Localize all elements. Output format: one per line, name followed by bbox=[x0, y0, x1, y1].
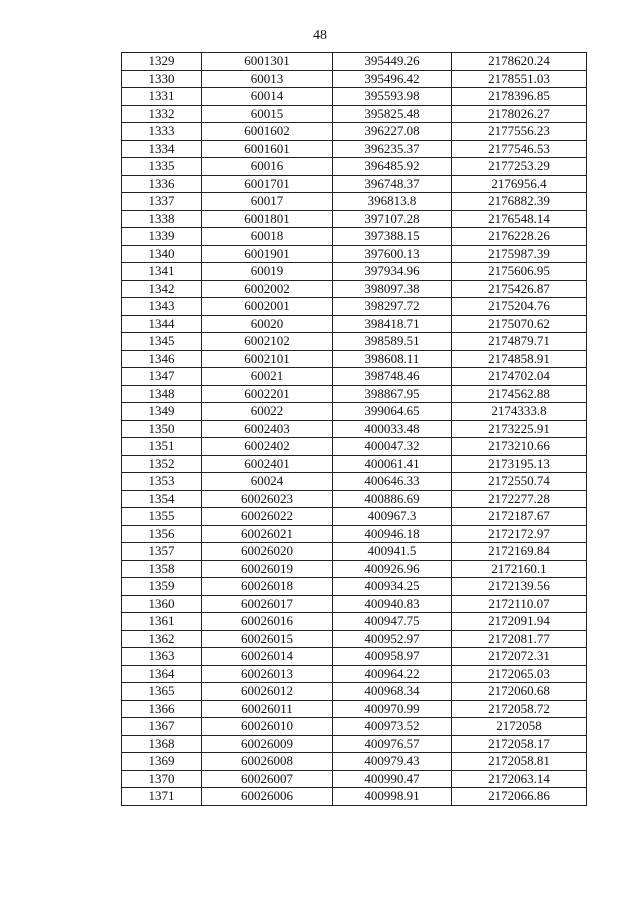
y-coordinate-cell: 2174562.88 bbox=[452, 385, 587, 403]
y-coordinate-cell: 2174879.71 bbox=[452, 333, 587, 351]
point-id-cell: 60019 bbox=[202, 263, 333, 281]
row-index-cell: 1345 bbox=[122, 333, 202, 351]
y-coordinate-cell: 2178026.27 bbox=[452, 105, 587, 123]
row-index-cell: 1329 bbox=[122, 53, 202, 71]
y-coordinate-cell: 2172058.17 bbox=[452, 735, 587, 753]
table-row bbox=[122, 105, 587, 123]
table-row bbox=[122, 350, 587, 368]
point-id-cell: 60026017 bbox=[202, 595, 333, 613]
table-row bbox=[122, 193, 587, 211]
table-row bbox=[122, 438, 587, 456]
row-index-cell: 1341 bbox=[122, 263, 202, 281]
table-row bbox=[122, 140, 587, 158]
point-id-cell: 60026023 bbox=[202, 490, 333, 508]
point-id-cell: 60026015 bbox=[202, 630, 333, 648]
table-row bbox=[122, 88, 587, 106]
row-index-cell: 1362 bbox=[122, 630, 202, 648]
point-id-cell: 60020 bbox=[202, 315, 333, 333]
table-row bbox=[122, 490, 587, 508]
row-index-cell: 1365 bbox=[122, 683, 202, 701]
y-coordinate-cell: 2172187.67 bbox=[452, 508, 587, 526]
x-coordinate-cell: 400934.25 bbox=[333, 578, 452, 596]
y-coordinate-cell: 2172058 bbox=[452, 718, 587, 736]
x-coordinate-cell: 396813.8 bbox=[333, 193, 452, 211]
x-coordinate-cell: 400967.3 bbox=[333, 508, 452, 526]
row-index-cell: 1360 bbox=[122, 595, 202, 613]
page-number: 48 bbox=[313, 28, 327, 43]
point-id-cell: 60026014 bbox=[202, 648, 333, 666]
y-coordinate-cell: 2177546.53 bbox=[452, 140, 587, 158]
y-coordinate-cell: 2172058.72 bbox=[452, 700, 587, 718]
row-index-cell: 1340 bbox=[122, 245, 202, 263]
point-id-cell: 60026007 bbox=[202, 770, 333, 788]
point-id-cell: 6002401 bbox=[202, 455, 333, 473]
table-row bbox=[122, 543, 587, 561]
x-coordinate-cell: 398748.46 bbox=[333, 368, 452, 386]
y-coordinate-cell: 2172277.28 bbox=[452, 490, 587, 508]
table-row bbox=[122, 420, 587, 438]
row-index-cell: 1331 bbox=[122, 88, 202, 106]
x-coordinate-cell: 395449.26 bbox=[333, 53, 452, 71]
y-coordinate-cell: 2172065.03 bbox=[452, 665, 587, 683]
x-coordinate-cell: 398608.11 bbox=[333, 350, 452, 368]
y-coordinate-cell: 2172160.1 bbox=[452, 560, 587, 578]
y-coordinate-cell: 2177253.29 bbox=[452, 158, 587, 176]
y-coordinate-cell: 2172072.31 bbox=[452, 648, 587, 666]
table-row bbox=[122, 53, 587, 71]
row-index-cell: 1343 bbox=[122, 298, 202, 316]
table-row bbox=[122, 315, 587, 333]
x-coordinate-cell: 398097.38 bbox=[333, 280, 452, 298]
table-row bbox=[122, 648, 587, 666]
y-coordinate-cell: 2176548.14 bbox=[452, 210, 587, 228]
row-index-cell: 1355 bbox=[122, 508, 202, 526]
y-coordinate-cell: 2173210.66 bbox=[452, 438, 587, 456]
coordinates-table-body bbox=[122, 53, 587, 806]
x-coordinate-cell: 400979.43 bbox=[333, 753, 452, 771]
y-coordinate-cell: 2175426.87 bbox=[452, 280, 587, 298]
y-coordinate-cell: 2172550.74 bbox=[452, 473, 587, 491]
y-coordinate-cell: 2172058.81 bbox=[452, 753, 587, 771]
row-index-cell: 1363 bbox=[122, 648, 202, 666]
point-id-cell: 60013 bbox=[202, 70, 333, 88]
x-coordinate-cell: 400940.83 bbox=[333, 595, 452, 613]
coordinates-table bbox=[121, 52, 587, 806]
y-coordinate-cell: 2172066.86 bbox=[452, 788, 587, 806]
y-coordinate-cell: 2172081.77 bbox=[452, 630, 587, 648]
table-row bbox=[122, 718, 587, 736]
x-coordinate-cell: 398589.51 bbox=[333, 333, 452, 351]
y-coordinate-cell: 2176228.26 bbox=[452, 228, 587, 246]
x-coordinate-cell: 398418.71 bbox=[333, 315, 452, 333]
x-coordinate-cell: 400976.57 bbox=[333, 735, 452, 753]
point-id-cell: 60026008 bbox=[202, 753, 333, 771]
y-coordinate-cell: 2178396.85 bbox=[452, 88, 587, 106]
table-row bbox=[122, 368, 587, 386]
row-index-cell: 1366 bbox=[122, 700, 202, 718]
y-coordinate-cell: 2172063.14 bbox=[452, 770, 587, 788]
row-index-cell: 1370 bbox=[122, 770, 202, 788]
row-index-cell: 1334 bbox=[122, 140, 202, 158]
y-coordinate-cell: 2173225.91 bbox=[452, 420, 587, 438]
point-id-cell: 60014 bbox=[202, 88, 333, 106]
table-row bbox=[122, 735, 587, 753]
x-coordinate-cell: 396227.08 bbox=[333, 123, 452, 141]
y-coordinate-cell: 2173195.13 bbox=[452, 455, 587, 473]
point-id-cell: 60026018 bbox=[202, 578, 333, 596]
point-id-cell: 6001801 bbox=[202, 210, 333, 228]
table-row bbox=[122, 560, 587, 578]
y-coordinate-cell: 2172172.97 bbox=[452, 525, 587, 543]
row-index-cell: 1371 bbox=[122, 788, 202, 806]
point-id-cell: 60026016 bbox=[202, 613, 333, 631]
table-row bbox=[122, 665, 587, 683]
table-row bbox=[122, 788, 587, 806]
point-id-cell: 6001602 bbox=[202, 123, 333, 141]
x-coordinate-cell: 400886.69 bbox=[333, 490, 452, 508]
x-coordinate-cell: 395496.42 bbox=[333, 70, 452, 88]
point-id-cell: 60026006 bbox=[202, 788, 333, 806]
point-id-cell: 6002001 bbox=[202, 298, 333, 316]
point-id-cell: 60026020 bbox=[202, 543, 333, 561]
table-row bbox=[122, 175, 587, 193]
point-id-cell: 60017 bbox=[202, 193, 333, 211]
table-row bbox=[122, 578, 587, 596]
y-coordinate-cell: 2172091.94 bbox=[452, 613, 587, 631]
x-coordinate-cell: 400958.97 bbox=[333, 648, 452, 666]
point-id-cell: 60026011 bbox=[202, 700, 333, 718]
y-coordinate-cell: 2172169.84 bbox=[452, 543, 587, 561]
row-index-cell: 1358 bbox=[122, 560, 202, 578]
table-row bbox=[122, 595, 587, 613]
x-coordinate-cell: 400926.96 bbox=[333, 560, 452, 578]
table-row bbox=[122, 263, 587, 281]
point-id-cell: 60015 bbox=[202, 105, 333, 123]
table-row bbox=[122, 158, 587, 176]
point-id-cell: 6001701 bbox=[202, 175, 333, 193]
x-coordinate-cell: 396235.37 bbox=[333, 140, 452, 158]
table-row bbox=[122, 753, 587, 771]
x-coordinate-cell: 395593.98 bbox=[333, 88, 452, 106]
row-index-cell: 1356 bbox=[122, 525, 202, 543]
x-coordinate-cell: 400941.5 bbox=[333, 543, 452, 561]
x-coordinate-cell: 398297.72 bbox=[333, 298, 452, 316]
table-row bbox=[122, 385, 587, 403]
table-row bbox=[122, 525, 587, 543]
point-id-cell: 6001301 bbox=[202, 53, 333, 71]
y-coordinate-cell: 2176956.4 bbox=[452, 175, 587, 193]
y-coordinate-cell: 2176882.39 bbox=[452, 193, 587, 211]
table-row bbox=[122, 473, 587, 491]
x-coordinate-cell: 400061.41 bbox=[333, 455, 452, 473]
y-coordinate-cell: 2177556.23 bbox=[452, 123, 587, 141]
table-row bbox=[122, 298, 587, 316]
point-id-cell: 6002402 bbox=[202, 438, 333, 456]
table-row bbox=[122, 228, 587, 246]
y-coordinate-cell: 2172110.07 bbox=[452, 595, 587, 613]
x-coordinate-cell: 397934.96 bbox=[333, 263, 452, 281]
x-coordinate-cell: 398867.95 bbox=[333, 385, 452, 403]
x-coordinate-cell: 400047.32 bbox=[333, 438, 452, 456]
row-index-cell: 1349 bbox=[122, 403, 202, 421]
point-id-cell: 6002201 bbox=[202, 385, 333, 403]
row-index-cell: 1351 bbox=[122, 438, 202, 456]
row-index-cell: 1335 bbox=[122, 158, 202, 176]
row-index-cell: 1347 bbox=[122, 368, 202, 386]
table-row bbox=[122, 333, 587, 351]
point-id-cell: 6002403 bbox=[202, 420, 333, 438]
point-id-cell: 60026013 bbox=[202, 665, 333, 683]
row-index-cell: 1357 bbox=[122, 543, 202, 561]
x-coordinate-cell: 400964.22 bbox=[333, 665, 452, 683]
y-coordinate-cell: 2175606.95 bbox=[452, 263, 587, 281]
table-row bbox=[122, 700, 587, 718]
y-coordinate-cell: 2175204.76 bbox=[452, 298, 587, 316]
y-coordinate-cell: 2175987.39 bbox=[452, 245, 587, 263]
row-index-cell: 1353 bbox=[122, 473, 202, 491]
x-coordinate-cell: 400646.33 bbox=[333, 473, 452, 491]
point-id-cell: 60026022 bbox=[202, 508, 333, 526]
row-index-cell: 1346 bbox=[122, 350, 202, 368]
point-id-cell: 60022 bbox=[202, 403, 333, 421]
table-row bbox=[122, 123, 587, 141]
table-row bbox=[122, 630, 587, 648]
x-coordinate-cell: 399064.65 bbox=[333, 403, 452, 421]
y-coordinate-cell: 2172060.68 bbox=[452, 683, 587, 701]
x-coordinate-cell: 397600.13 bbox=[333, 245, 452, 263]
y-coordinate-cell: 2178551.03 bbox=[452, 70, 587, 88]
row-index-cell: 1338 bbox=[122, 210, 202, 228]
x-coordinate-cell: 400968.34 bbox=[333, 683, 452, 701]
table-row bbox=[122, 70, 587, 88]
point-id-cell: 60026010 bbox=[202, 718, 333, 736]
table-row bbox=[122, 245, 587, 263]
y-coordinate-cell: 2175070.62 bbox=[452, 315, 587, 333]
x-coordinate-cell: 400970.99 bbox=[333, 700, 452, 718]
row-index-cell: 1344 bbox=[122, 315, 202, 333]
row-index-cell: 1361 bbox=[122, 613, 202, 631]
point-id-cell: 60026021 bbox=[202, 525, 333, 543]
row-index-cell: 1354 bbox=[122, 490, 202, 508]
table-row bbox=[122, 403, 587, 421]
point-id-cell: 6002101 bbox=[202, 350, 333, 368]
row-index-cell: 1367 bbox=[122, 718, 202, 736]
x-coordinate-cell: 400990.47 bbox=[333, 770, 452, 788]
point-id-cell: 60018 bbox=[202, 228, 333, 246]
y-coordinate-cell: 2174702.04 bbox=[452, 368, 587, 386]
table-row bbox=[122, 770, 587, 788]
point-id-cell: 6002002 bbox=[202, 280, 333, 298]
table-row bbox=[122, 613, 587, 631]
row-index-cell: 1339 bbox=[122, 228, 202, 246]
x-coordinate-cell: 400946.18 bbox=[333, 525, 452, 543]
point-id-cell: 60026019 bbox=[202, 560, 333, 578]
row-index-cell: 1352 bbox=[122, 455, 202, 473]
table-row bbox=[122, 508, 587, 526]
y-coordinate-cell: 2178620.24 bbox=[452, 53, 587, 71]
y-coordinate-cell: 2174858.91 bbox=[452, 350, 587, 368]
point-id-cell: 60026012 bbox=[202, 683, 333, 701]
y-coordinate-cell: 2172139.56 bbox=[452, 578, 587, 596]
x-coordinate-cell: 400033.48 bbox=[333, 420, 452, 438]
point-id-cell: 6001901 bbox=[202, 245, 333, 263]
point-id-cell: 6002102 bbox=[202, 333, 333, 351]
row-index-cell: 1369 bbox=[122, 753, 202, 771]
x-coordinate-cell: 396748.37 bbox=[333, 175, 452, 193]
table-row bbox=[122, 280, 587, 298]
x-coordinate-cell: 400947.75 bbox=[333, 613, 452, 631]
x-coordinate-cell: 400952.97 bbox=[333, 630, 452, 648]
row-index-cell: 1330 bbox=[122, 70, 202, 88]
row-index-cell: 1332 bbox=[122, 105, 202, 123]
x-coordinate-cell: 400973.52 bbox=[333, 718, 452, 736]
x-coordinate-cell: 395825.48 bbox=[333, 105, 452, 123]
x-coordinate-cell: 400998.91 bbox=[333, 788, 452, 806]
point-id-cell: 60026009 bbox=[202, 735, 333, 753]
row-index-cell: 1333 bbox=[122, 123, 202, 141]
x-coordinate-cell: 396485.92 bbox=[333, 158, 452, 176]
row-index-cell: 1337 bbox=[122, 193, 202, 211]
row-index-cell: 1342 bbox=[122, 280, 202, 298]
row-index-cell: 1368 bbox=[122, 735, 202, 753]
row-index-cell: 1348 bbox=[122, 385, 202, 403]
point-id-cell: 60021 bbox=[202, 368, 333, 386]
row-index-cell: 1359 bbox=[122, 578, 202, 596]
y-coordinate-cell: 2174333.8 bbox=[452, 403, 587, 421]
table-row bbox=[122, 455, 587, 473]
table-row bbox=[122, 210, 587, 228]
table-row bbox=[122, 683, 587, 701]
point-id-cell: 60016 bbox=[202, 158, 333, 176]
point-id-cell: 6001601 bbox=[202, 140, 333, 158]
point-id-cell: 60024 bbox=[202, 473, 333, 491]
row-index-cell: 1336 bbox=[122, 175, 202, 193]
row-index-cell: 1364 bbox=[122, 665, 202, 683]
row-index-cell: 1350 bbox=[122, 420, 202, 438]
x-coordinate-cell: 397107.28 bbox=[333, 210, 452, 228]
x-coordinate-cell: 397388.15 bbox=[333, 228, 452, 246]
